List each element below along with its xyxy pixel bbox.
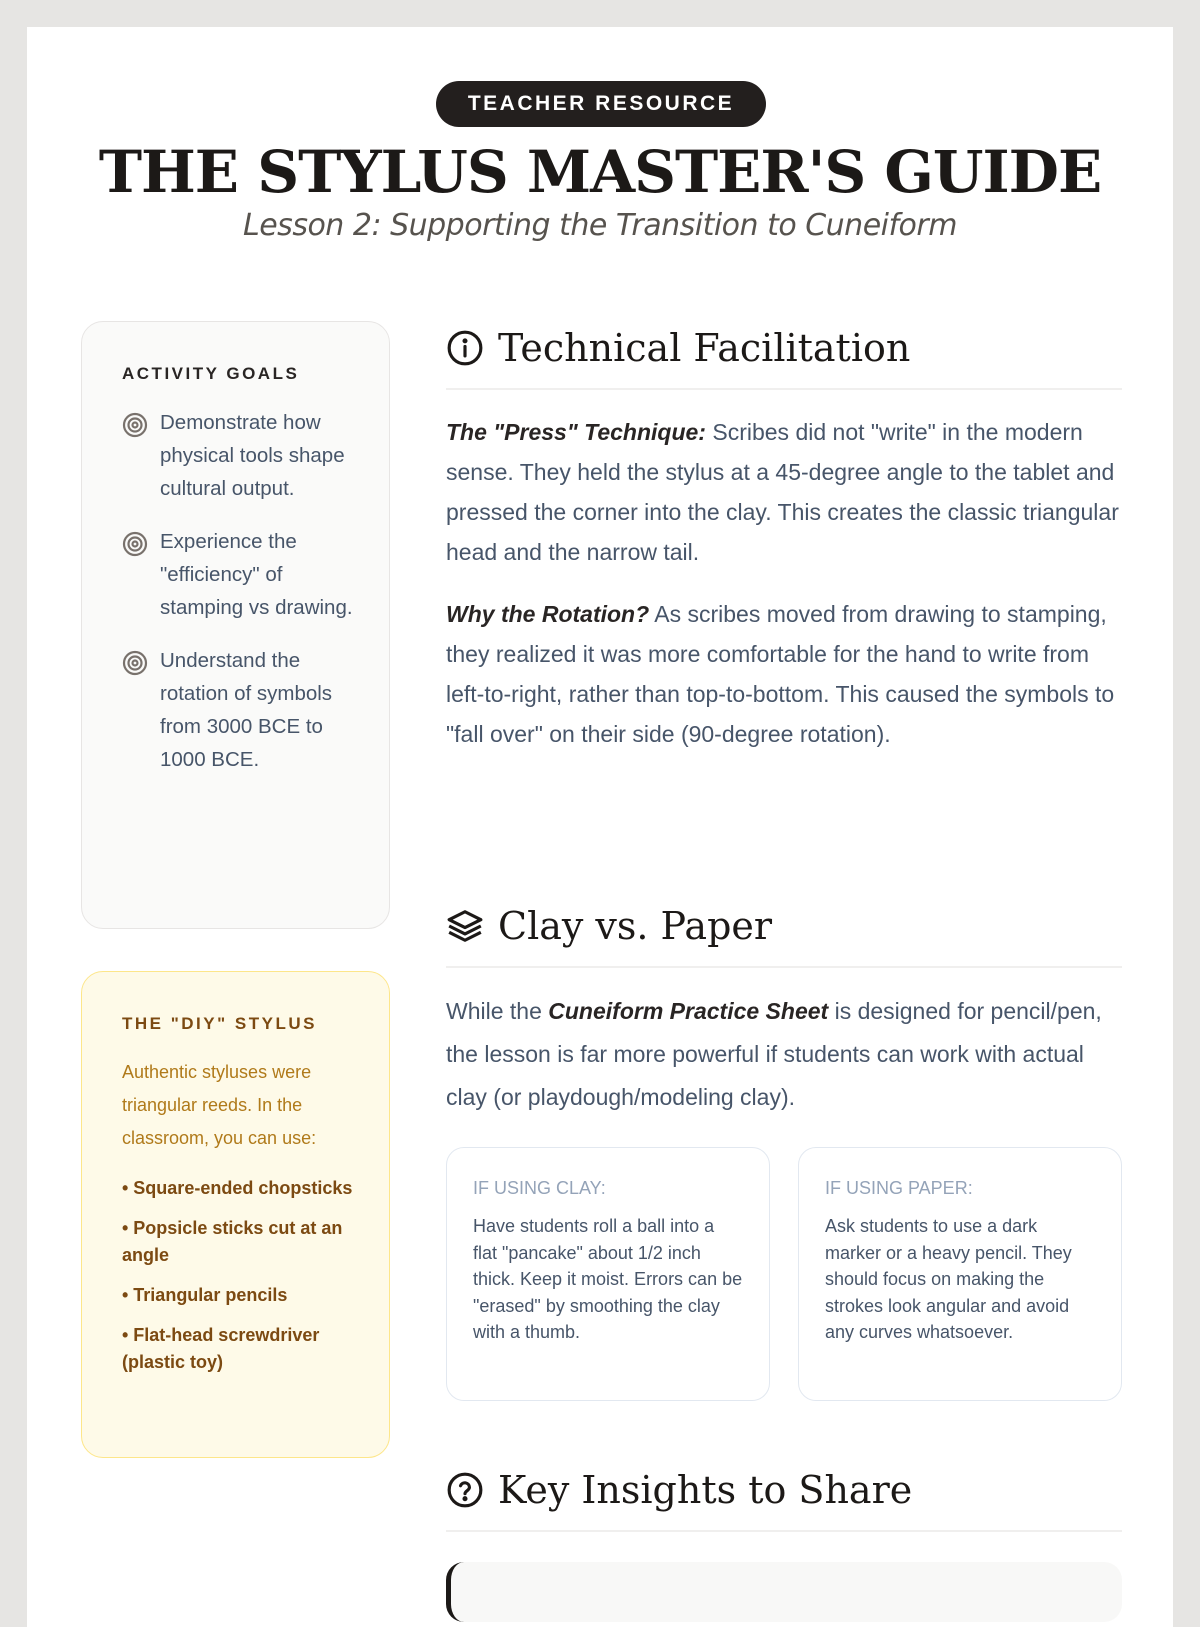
comparison-cards [446,1147,1122,1401]
page-subtitle: Lesson 2: Supporting the Transition to Cuneiform [243,208,957,243]
target-icon [122,650,148,676]
card-text: Ask students to use a dark marker or a heavy pencil. They should focus on making the strokes look angular and avoid any curves whatsoever. [825,1216,1072,1342]
teacher-resource-badge: TEACHER RESOURCE [436,81,766,127]
practice-sheet-name: Cuneiform Practice Sheet [548,998,829,1024]
clay-card [446,1147,770,1401]
diy-stylus-heading: THE "DIY" STYLUS [122,1014,317,1033]
section-title: Key Insights to Share [498,1468,913,1512]
diy-stylus-box [81,971,390,1458]
clay-paragraph [446,990,1122,1119]
paragraph-text: is designed for pencil/pen, the lesson is far more powerful if students can work with actual clay (or playdough/modeling clay). [446,998,1102,1110]
target-icon [122,412,148,438]
page-title: THE STYLUS MASTER'S GUIDE [98,138,1102,206]
goal-text: Understand the rotation of symbols from 3000 BCE to 1000 BCE. [160,649,333,771]
paragraph-text: Scribes did not "write" in the modern sense. They held the stylus at a 45-degree angle to the tablet and pressed the corner into the clay. This creates the classic triangular head and the narrow tail. [446,419,1119,565]
goal-item [122,525,359,624]
section-title: Technical Facilitation [498,326,911,370]
rotation-paragraph [446,594,1122,754]
info-icon [446,329,484,367]
card-text: Have students roll a ball into a flat "pancake" about 1/2 inch thick. Keep it moist. Errors can be "erased" by smoothing the clay with a thumb. [473,1216,743,1342]
diy-tool-item: • Square-ended chopsticks [122,1178,353,1198]
key-insights-section [446,1460,1122,1622]
paragraph-lead: The "Press" Technique: [446,419,706,445]
paper-card [798,1147,1122,1401]
goal-text: Experience the "efficiency" of stamping vs drawing. [160,530,353,619]
activity-goals-heading: ACTIVITY GOALS [122,364,300,383]
question-circle-icon [446,1471,484,1509]
insight-quote-box [446,1562,1122,1622]
section-heading [446,318,1122,390]
diy-tool-item: • Flat-head screwdriver (plastic toy) [122,1325,320,1372]
card-title: IF USING PAPER: [825,1178,973,1198]
paragraph-text: While the [446,998,549,1024]
card-title: IF USING CLAY: [473,1178,606,1198]
layers-icon [446,907,484,945]
technical-facilitation-section [446,318,1122,754]
diy-tool-item: • Popsicle sticks cut at an angle [122,1218,343,1265]
diy-intro: Authentic styluses were triangular reeds. In the classroom, you can use: [122,1062,317,1148]
section-heading [446,896,1122,968]
paragraph-text: As scribes moved from drawing to stamping, they realized it was more comfortable for the hand to write from left-to-right, rather than top-to-bottom. This caused the symbols to "fall over" on their side (90-degree rotation). [446,601,1115,747]
paragraph-lead: Why the Rotation? [446,601,650,627]
section-heading [446,1460,1122,1532]
clay-vs-paper-section [446,896,1122,1401]
target-icon [122,531,148,557]
section-title: Clay vs. Paper [498,904,773,948]
goal-text: Demonstrate how physical tools shape cultural output. [160,411,345,500]
press-technique-paragraph [446,412,1122,572]
activity-goals-box [81,321,390,929]
goal-item [122,406,359,505]
goal-item [122,644,359,776]
diy-tool-item: • Triangular pencils [122,1285,288,1305]
